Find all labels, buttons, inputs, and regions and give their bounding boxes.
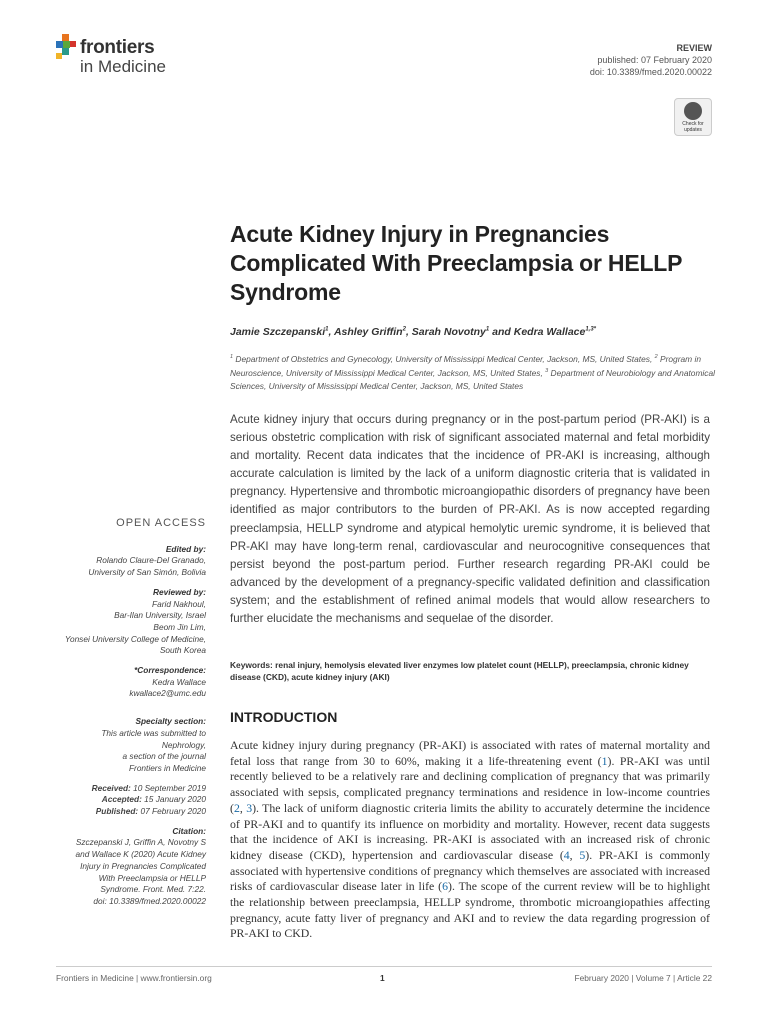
author-separator: , [405, 326, 412, 338]
introduction-text: ). The scope of the current review will be to highlight the relationship between preeclampsia, HELLP syndrome, thrombotic microangiopathies affecting pregnancy, acute fatty liver of pregnancy and AKI and to review the data regarding progression of PR-AKI to CKD. [230, 879, 710, 941]
reviewed-by-block [40, 587, 206, 657]
received-date: Received: 10 September 2019 [91, 782, 206, 793]
keywords [230, 660, 710, 683]
citation-doi[interactable]: doi: 10.3389/fmed.2020.00022 [93, 895, 206, 906]
logo-text: frontiers [80, 37, 155, 58]
article-sidebar [40, 518, 206, 916]
author-affiliation-marker: 1,3* [585, 326, 597, 333]
citation-reference-link[interactable]: 4 [563, 847, 570, 862]
introduction-text: Acute kidney injury during pregnancy (PR-AKI) is associated with rates of maternal mortality and fetal loss that range from 30 to 60%, making it a life-threatening event ( [230, 738, 710, 768]
affiliations [230, 351, 715, 392]
citation-line: Injury in Pregnancies Complicated [80, 860, 206, 871]
author-separator: , [328, 326, 334, 338]
reviewer-line: Yonsei University College of Medicine, [64, 633, 206, 644]
check-updates-label: Check for updates [682, 121, 704, 133]
article-type: REVIEW [676, 43, 712, 53]
edited-by-line: Rolando Claure-Del Granado, [96, 555, 206, 566]
citation-reference-link[interactable]: 1 [601, 753, 608, 768]
article-title: Acute Kidney Injury in Pregnancies Complicated With Preeclampsia or HELLP Syndrome [230, 221, 682, 305]
specialty-line: Nephrology, [161, 739, 206, 750]
specialty-label: Specialty section: [135, 716, 206, 727]
author-affiliation-marker: 1 [485, 326, 490, 333]
author-name[interactable]: Ashley Griffin [333, 326, 403, 338]
author-affiliation-marker: 1 [325, 326, 329, 333]
article-meta [590, 42, 712, 78]
check-for-updates-button[interactable] [674, 98, 712, 136]
edited-by-line: University of San Simón, Bolivia [88, 567, 206, 578]
introduction-text: ). PR-AKI is commonly associated with hypertensive conditions of pregnancy which themselves are associated with increased risks of cardiovascular disease later in life ( [230, 847, 710, 894]
abstract: Acute kidney injury that occurs during pregnancy or in the post-partum period (PR-AKI) is a serious obstetric complication with risk of significant associated maternal and fetal morbidity and mortality. Recent data indicates that the incidence of PR-AKI is increasing, although accurate calculation is limited by the lack of a uniform diagnostic criteria that is validated in pregnancy. Hypertensive and thrombotic microangiopathic disorders of pregnancy have been identified as major contributors to the burden of PR-AKI. As is now accepted regarding preeclampsia, HELLP syndrome and atypical hemolytic uremic syndrome, it is believed that PR-AKI may have long-term renal, cardiovascular and neurocognitive consequences that persist beyond the post-partum period. Further research regarding PR-AKI could be advanced by the development of a pregnancy-specific validated definition and classification system; and the establishment of refined animal models that would allow researchers to further elucidate the mechanisms and sequelae of the disorder. [230, 413, 710, 626]
footer-divider [56, 966, 712, 967]
author-name[interactable]: Kedra Wallace [513, 326, 586, 338]
citation-label: Citation: [172, 825, 206, 836]
author-name[interactable]: Sarah Novotny [411, 326, 486, 338]
footer-issue: February 2020 | Volume 7 | Article 22 [574, 973, 712, 983]
citation-line: and Wallace K (2020) Acute Kidney [75, 849, 206, 860]
affiliation-number: 2 [654, 354, 658, 360]
introduction-paragraph [230, 738, 710, 942]
keywords-text: renal injury, hemolysis elevated liver enzymes low platelet count (HELLP), preeclampsia, chronic kidney disease (CKD), acute kidney injury (AKI) [230, 660, 689, 682]
published-date-sidebar: Published: 07 February 2020 [95, 806, 206, 817]
citation-line: Szczepanski J, Griffin A, Novotny S [75, 837, 206, 848]
citation-reference-link[interactable]: 3 [246, 800, 253, 815]
dates-block [40, 783, 206, 818]
affiliation-text: Department of Obstetrics and Gynecology, University of Mississippi Medical Center, Jackson, MS, United States, [233, 353, 655, 364]
author-list [230, 326, 710, 338]
reviewer-line: South Korea [159, 645, 206, 656]
accepted-date: Accepted: 15 January 2020 [101, 794, 206, 805]
reviewed-by-label: Reviewed by: [152, 586, 206, 597]
frontiers-logo-icon [56, 34, 78, 60]
specialty-block [40, 716, 206, 775]
author-affiliation-marker: 2 [402, 326, 406, 333]
reviewer-line: Farid Nakhoul, [152, 598, 206, 609]
specialty-line: This article was submitted to [101, 727, 206, 738]
footer-journal[interactable]: Frontiers in Medicine | www.frontiersin.org [56, 973, 212, 983]
citation-reference-link[interactable]: 6 [442, 879, 449, 894]
edited-by-block [40, 544, 206, 579]
open-access-label: OPEN ACCESS [116, 517, 206, 529]
correspondence-label: *Correspondence: [134, 665, 206, 676]
citation-line: Syndrome. Front. Med. 7:22. [100, 884, 206, 895]
introduction-text: ). The lack of uniform diagnostic criteria limits the ability to accurately determine the incidence of PR-AKI and to quantify its influence on morbidity and mortality. However, recent data suggests that the incidence of AKI is increasing. PR-AKI is associated with an increased risk of chronic kidney disease (CKD), hypertension and cardiovascular disease ( [230, 800, 710, 862]
affiliation-number: 3 [545, 368, 549, 375]
article-doi[interactable]: doi: 10.3389/fmed.2020.00022 [589, 67, 712, 77]
author-separator: and [489, 326, 514, 338]
logo-subtext: in Medicine [80, 57, 166, 76]
affiliation-text: Department of Neurobiology and Anatomical Sciences, University of Mississippi Medical Center, Jackson, MS, United States [230, 368, 716, 391]
author-name[interactable]: Jamie Szczepanski [230, 326, 326, 338]
correspondence-block [40, 665, 206, 700]
affiliation-number: 1 [230, 354, 234, 360]
citation-line: With Preeclampsia or HELLP [98, 872, 206, 883]
specialty-line: a section of the journal [122, 751, 206, 762]
page-number: 1 [380, 973, 385, 983]
introduction-text: , [239, 800, 247, 815]
update-icon [684, 102, 702, 120]
reviewer-line: Bar-Ilan University, Israel [114, 610, 206, 621]
edited-by-label: Edited by: [165, 543, 206, 554]
journal-logo [56, 34, 206, 78]
keywords-label: Keywords: [230, 660, 276, 670]
correspondence-email[interactable]: kwallace2@umc.edu [129, 688, 206, 699]
citation-reference-link[interactable]: 2 [233, 800, 240, 815]
reviewer-line: Beom Jin Lim, [153, 621, 206, 632]
affiliation-text: Program in Neuroscience, University of Mississippi Medical Center, Jackson, MS, United States, [230, 353, 701, 379]
specialty-line: Frontiers in Medicine [128, 762, 206, 773]
published-date: published: 07 February 2020 [597, 55, 712, 65]
introduction-text: ). PR-AKI was until recently believed to be a relatively rare and declining complication of pregnancy that was primarily associated with sepsis, complicated pregnancy terminations and residence in low-income countries ( [230, 753, 710, 815]
citation-block [40, 826, 206, 908]
section-heading-introduction: INTRODUCTION [230, 709, 338, 725]
citation-reference-link[interactable]: 5 [579, 847, 586, 862]
introduction-text: , [569, 847, 580, 862]
correspondence-name: Kedra Wallace [152, 676, 206, 687]
